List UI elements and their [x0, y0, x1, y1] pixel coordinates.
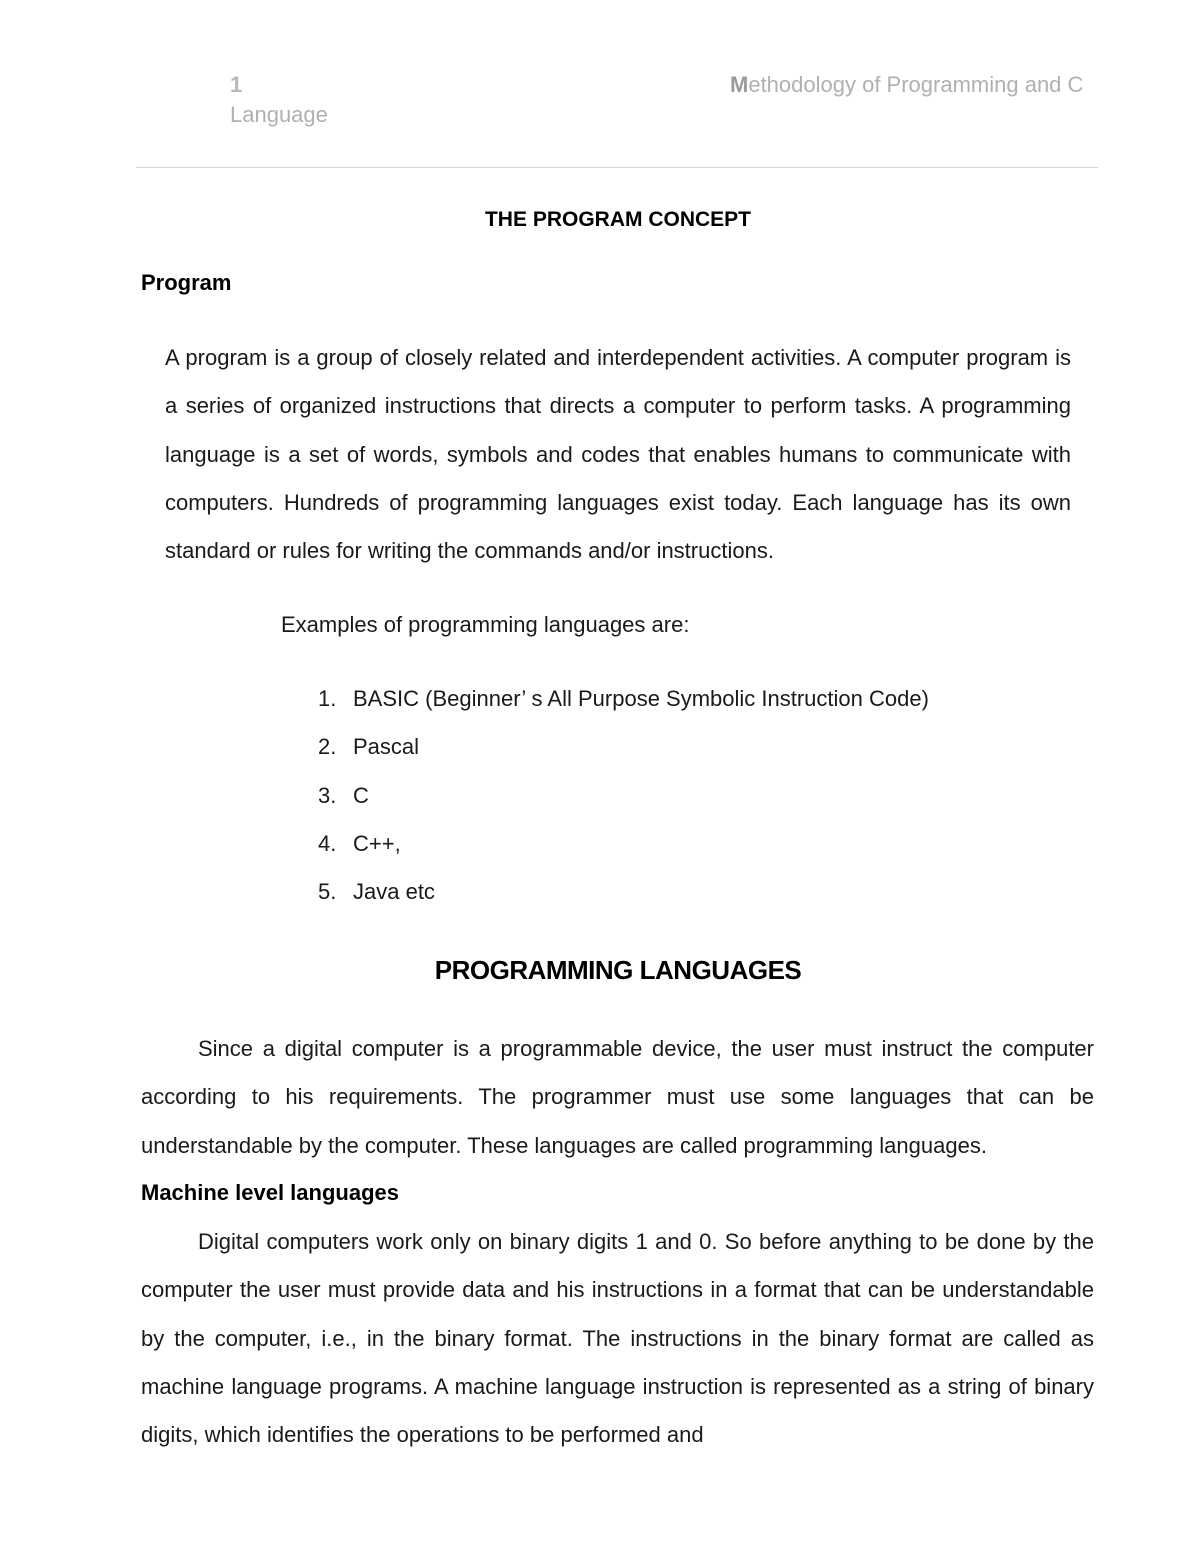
section-title: PROGRAMMING LANGUAGES — [434, 955, 802, 985]
list-item-text: BASIC (Beginner’ s All Purpose Symbolic Instruction Code) — [353, 686, 929, 711]
list-item-number: 1. — [318, 686, 337, 711]
header-divider — [136, 167, 1098, 168]
list-item — [318, 734, 929, 782]
list-item — [318, 831, 929, 879]
list-item-text: C — [353, 782, 369, 808]
list-item — [318, 879, 929, 927]
page-number: 1 — [230, 72, 243, 97]
list-item-number: 5. — [318, 879, 337, 905]
running-header-rest: ethodology of Programming and C — [748, 72, 1084, 97]
page-title: THE PROGRAM CONCEPT — [484, 208, 751, 231]
list-item-text: Pascal — [353, 734, 420, 760]
list-item-text: C++, — [353, 830, 401, 856]
running-header-initial: M — [730, 72, 749, 97]
list-item-number: 2. — [318, 734, 337, 760]
list-item-text: Java etc — [353, 879, 435, 905]
list-item-number: 4. — [318, 830, 337, 856]
examples-list — [318, 686, 929, 927]
running-header-title-line2: Language — [230, 102, 328, 127]
running-header-title — [730, 72, 1083, 98]
program-heading: Program — [141, 270, 232, 295]
list-item — [318, 783, 929, 831]
machine-level-paragraph: Digital computers work only on binary digits 1 and 0. So before anything to be done by the computer the user must provide data and his instructions in a format that can be understandable by the computer, i.e., in the binary format. The instructions in the binary format are called as machine language programs. A machine language instruction is represented as a string of binary digits, which identifies the operations to be performed and — [141, 1229, 1094, 1448]
program-paragraph: A program is a group of closely related and interdependent activities. A computer program is a series of organized instructions that directs a computer to perform tasks. A programming language is a set of words, symbols and codes that enables humans to communicate with computers. Hundreds of programming languages exist today. Each language has its own standard or rules for writing the commands and/or instructions. — [165, 345, 1071, 564]
list-item — [318, 686, 929, 734]
list-item-number: 3. — [318, 782, 337, 808]
examples-intro: Examples of programming languages are: — [281, 612, 690, 637]
section-paragraph: Since a digital computer is a programmable device, the user must instruct the computer according to his requirements. The programmer must use some languages that can be understandable by the computer. These languages are called programming languages. — [141, 1036, 1094, 1158]
machine-level-heading: Machine level languages — [141, 1180, 399, 1205]
